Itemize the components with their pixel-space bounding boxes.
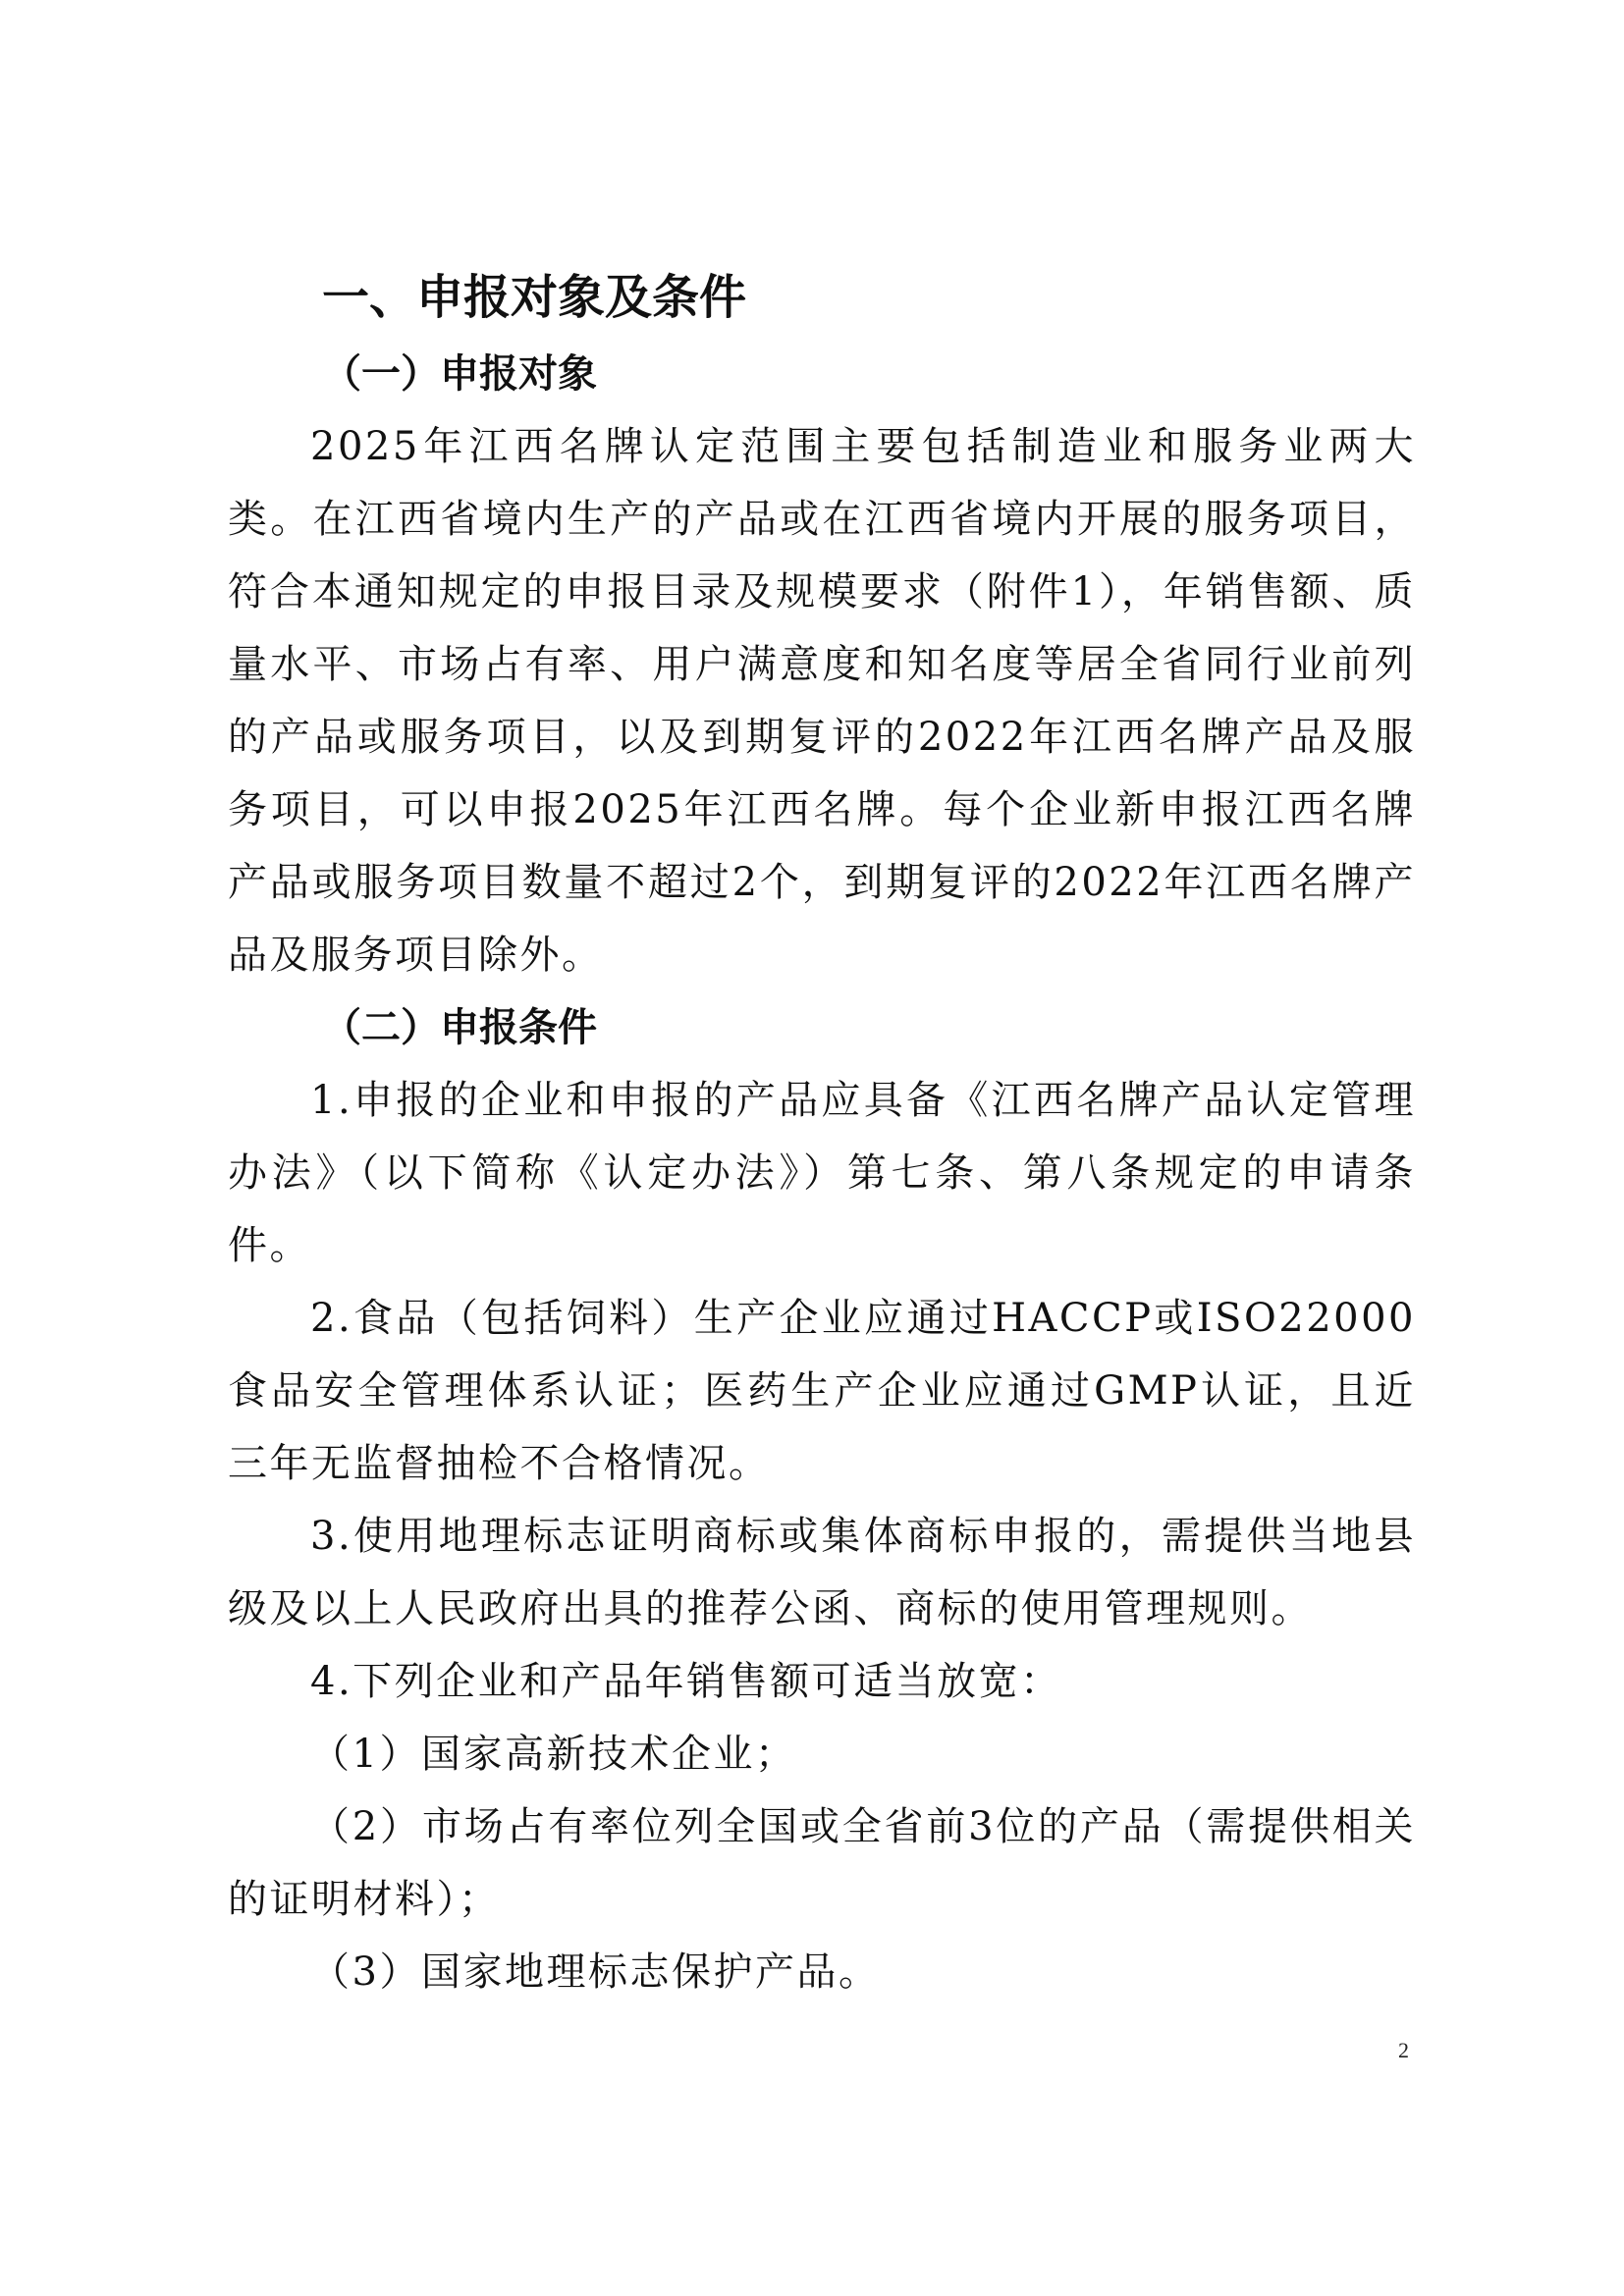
page-number: 2 xyxy=(1398,2038,1409,2062)
section-heading: 一、申报对象及条件 xyxy=(322,270,747,325)
condition-item-3: 3.使用地理标志证明商标或集体商标申报的，需提供当地县级及以上人民政府出具的推荐公函、商标的使用管理规则。 xyxy=(228,1514,1416,1631)
condition-subitem-3: （3）国家地理标志保护产品。 xyxy=(310,1949,881,1995)
objects-paragraph: 2025年江西名牌认定范围主要包括制造业和服务业两大类。在江西省境内生产的产品或在江西省境内开展的服务项目，符合本通知规定的申报目录及规模要求（附件1），年销售额、质量水平、市场占有率、用户满意度和知名度等居全省同行业前列的产品或服务项目，以及到期复评的2022年江西名牌产品及服务项目，可以申报2025年江西名牌。每个企业新申报江西名牌产品或服务项目数量不超过2个，到期复评的2022年江西名牌产品及服务项目除外。 xyxy=(228,424,1416,978)
condition-item-4: 4.下列企业和产品年销售额可适当放宽： xyxy=(310,1659,1062,1704)
condition-subitem-1: （1）国家高新技术企业； xyxy=(310,1732,797,1777)
subsection-title-objects: （一）申报对象 xyxy=(322,351,597,397)
subsection-title-conditions: （二）申报条件 xyxy=(322,1005,597,1050)
condition-item-2: 2.食品（包括饲料）生产企业应通过HACCP或ISO22000食品安全管理体系认证；医药生产企业应通过GMP认证，且近三年无监督抽检不合格情况。 xyxy=(228,1296,1416,1486)
condition-subitem-2: （2）市场占有率位列全国或全省前3位的产品（需提供相关的证明材料）； xyxy=(228,1804,1416,1922)
document-body xyxy=(228,257,1416,2008)
condition-item-1: 1.申报的企业和申报的产品应具备《江西名牌产品认定管理办法》（以下简称《认定办法》）第七条、第八条规定的申请条件。 xyxy=(228,1078,1416,1268)
